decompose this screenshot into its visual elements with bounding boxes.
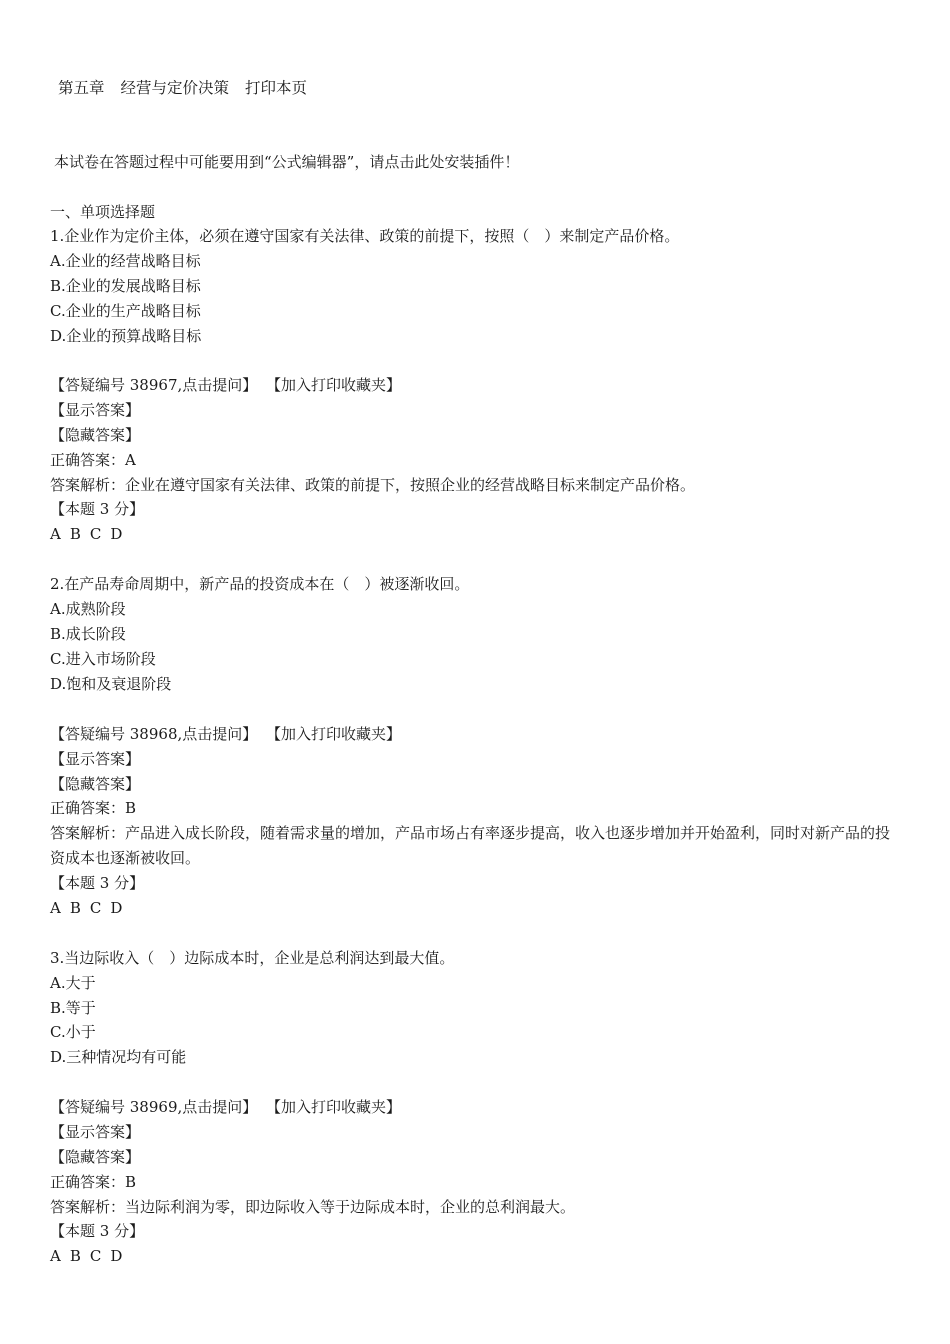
question-1-ask-link[interactable]: 【答疑编号 38967,点击提问】: [50, 376, 258, 394]
question-3-ask-link[interactable]: 【答疑编号 38969,点击提问】: [50, 1098, 258, 1116]
question-2-choice-a[interactable]: A: [50, 899, 61, 917]
question-2-analysis: 答案解析：产品进入成长阶段，随着需求量的增加，产品市场占有率逐步提高，收入也逐步增加并开始盈利，同时对新产品的投资成本也逐渐被收回。: [50, 824, 891, 867]
section-title: 一、单项选择题: [50, 203, 156, 221]
question-1-choice-c[interactable]: C: [89, 525, 102, 543]
page-header: [58, 76, 307, 101]
question-1-hide-answer[interactable]: 【隐藏答案】: [50, 426, 141, 444]
question-3-choice-c[interactable]: C: [89, 1247, 102, 1265]
question-1-option-b: B.企业的发展战略目标: [50, 277, 201, 295]
question-3-choice-b[interactable]: B: [69, 1247, 81, 1265]
question-1-stem: 1.企业作为定价主体，必须在遵守国家有关法律、政策的前提下，按照（ ）来制定产品价格。: [50, 227, 680, 245]
question-3-choice-d[interactable]: D: [110, 1247, 123, 1265]
question-2-favorite-link[interactable]: 【加入打印收藏夹】: [266, 725, 402, 743]
question-2-hide-answer[interactable]: 【隐藏答案】: [50, 775, 141, 793]
chapter-label: 第五章: [58, 79, 105, 97]
question-1-option-c: C.企业的生产战略目标: [50, 302, 201, 320]
question-3-analysis: 答案解析：当边际利润为零，即边际收入等于边际成本时，企业的总利润最大。: [50, 1198, 576, 1216]
plugin-notice-link[interactable]: 本试卷在答题过程中可能要用到“公式编辑器”，请点击此处安装插件！: [54, 153, 520, 171]
question-3-correct-answer: 正确答案：B: [50, 1173, 137, 1191]
question-3-show-answer[interactable]: 【显示答案】: [50, 1123, 141, 1141]
print-page-link[interactable]: 打印本页: [245, 79, 308, 97]
question-2-option-a: A.成熟阶段: [50, 600, 126, 618]
question-2-ask-link[interactable]: 【答疑编号 38968,点击提问】: [50, 725, 258, 743]
question-3-option-a: A.大于: [50, 974, 96, 992]
question-1-favorite-link[interactable]: 【加入打印收藏夹】: [266, 376, 402, 394]
question-3-choices: [50, 1244, 131, 1269]
question-2-choice-c[interactable]: C: [89, 899, 102, 917]
question-2-actions: [50, 722, 401, 747]
question-3-score: 【本题 3 分】: [50, 1222, 145, 1240]
question-2-stem: 2.在产品寿命周期中，新产品的投资成本在（ ）被逐渐收回。: [50, 575, 470, 593]
question-3-actions: [50, 1095, 401, 1120]
question-3-hide-answer[interactable]: 【隐藏答案】: [50, 1148, 141, 1166]
question-3-option-d: D.三种情况均有可能: [50, 1048, 187, 1066]
question-2-correct-answer: 正确答案：B: [50, 799, 137, 817]
question-1-actions: [50, 373, 401, 398]
question-1-choices: [50, 522, 131, 547]
question-3-choice-a[interactable]: A: [50, 1247, 61, 1265]
question-3-option-c: C.小于: [50, 1023, 96, 1041]
question-2-choice-d[interactable]: D: [110, 899, 123, 917]
question-2-option-b: B.成长阶段: [50, 625, 126, 643]
question-1-correct-answer: 正确答案：A: [50, 451, 136, 469]
question-1-analysis: 答案解析：企业在遵守国家有关法律、政策的前提下，按照企业的经营战略目标来制定产品价格。: [50, 476, 696, 494]
question-1-choice-a[interactable]: A: [50, 525, 61, 543]
question-1-score: 【本题 3 分】: [50, 500, 145, 518]
question-1-choice-b[interactable]: B: [69, 525, 81, 543]
question-2-score: 【本题 3 分】: [50, 874, 145, 892]
question-2-choices: [50, 896, 131, 921]
question-3-option-b: B.等于: [50, 999, 96, 1017]
question-2-option-c: C.进入市场阶段: [50, 650, 156, 668]
question-2-option-d: D.饱和及衰退阶段: [50, 675, 172, 693]
question-3-stem: 3.当边际收入（ ）边际成本时，企业是总利润达到最大值。: [50, 949, 455, 967]
chapter-topic: 经营与定价决策: [120, 79, 230, 97]
question-3-favorite-link[interactable]: 【加入打印收藏夹】: [266, 1098, 402, 1116]
question-1-show-answer[interactable]: 【显示答案】: [50, 401, 141, 419]
question-2-choice-b[interactable]: B: [69, 899, 81, 917]
question-1-option-a: A.企业的经营战略目标: [50, 252, 201, 270]
question-1-option-d: D.企业的预算战略目标: [50, 327, 202, 345]
question-2-show-answer[interactable]: 【显示答案】: [50, 750, 141, 768]
question-1-choice-d[interactable]: D: [110, 525, 123, 543]
